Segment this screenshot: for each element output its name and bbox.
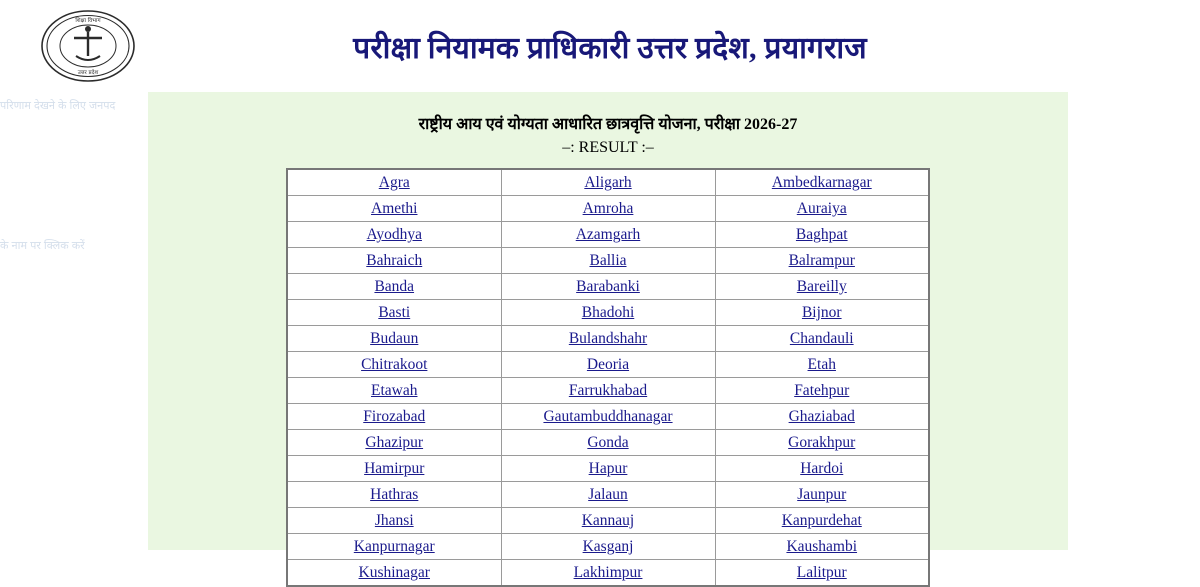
page-header bbox=[0, 0, 1200, 92]
district-cell bbox=[715, 456, 929, 482]
district-cell bbox=[501, 430, 715, 456]
district-cell bbox=[715, 196, 929, 222]
result-heading: –: RESULT :– bbox=[562, 138, 654, 156]
district-cell bbox=[287, 378, 501, 404]
district-cell bbox=[287, 482, 501, 508]
district-link[interactable]: Kannauj bbox=[581, 511, 635, 529]
district-cell bbox=[715, 560, 929, 587]
district-link[interactable]: Bijnor bbox=[801, 303, 842, 321]
district-cell bbox=[715, 222, 929, 248]
table-row bbox=[287, 482, 929, 508]
district-link[interactable]: Kanpurnagar bbox=[353, 537, 435, 555]
district-link[interactable]: Hamirpur bbox=[364, 459, 425, 477]
district-cell bbox=[501, 352, 715, 378]
district-link[interactable]: Gonda bbox=[587, 433, 629, 451]
district-cell bbox=[287, 300, 501, 326]
district-link[interactable]: Agra bbox=[378, 173, 410, 191]
table-row bbox=[287, 508, 929, 534]
table-row bbox=[287, 326, 929, 352]
svg-text:उत्तर प्रदेश: उत्तर प्रदेश bbox=[77, 70, 99, 76]
district-link[interactable]: Kaushambi bbox=[786, 537, 858, 555]
district-cell bbox=[501, 456, 715, 482]
district-link[interactable]: Chandauli bbox=[789, 329, 854, 347]
district-cell bbox=[287, 560, 501, 587]
district-cell bbox=[501, 248, 715, 274]
district-link[interactable]: Azamgarh bbox=[575, 225, 641, 243]
district-cell bbox=[287, 534, 501, 560]
district-link[interactable]: Lakhimpur bbox=[573, 563, 643, 581]
district-link[interactable]: Bulandshahr bbox=[568, 329, 648, 347]
table-row bbox=[287, 404, 929, 430]
district-cell bbox=[715, 508, 929, 534]
table-row bbox=[287, 456, 929, 482]
background-text-line-2: के नाम पर क्लिक करें bbox=[0, 240, 85, 252]
background-text-line-1: परिणाम देखने के लिए जनपद bbox=[0, 100, 116, 112]
district-link[interactable]: Ghazipur bbox=[365, 433, 424, 451]
district-cell bbox=[287, 352, 501, 378]
district-cell bbox=[715, 482, 929, 508]
district-link[interactable]: Barabanki bbox=[576, 277, 640, 295]
district-link[interactable]: Bhadohi bbox=[581, 303, 635, 321]
table-row bbox=[287, 248, 929, 274]
district-cell bbox=[501, 378, 715, 404]
district-cell bbox=[501, 169, 715, 196]
district-link[interactable]: Basti bbox=[378, 303, 411, 321]
district-cell bbox=[715, 326, 929, 352]
district-cell bbox=[501, 404, 715, 430]
district-link[interactable]: Banda bbox=[374, 277, 415, 295]
district-link[interactable]: Amroha bbox=[582, 199, 634, 217]
district-link[interactable]: Deoria bbox=[586, 355, 630, 373]
district-cell bbox=[287, 222, 501, 248]
result-panel bbox=[148, 92, 1068, 581]
district-cell bbox=[715, 274, 929, 300]
district-link[interactable]: Ambedkarnagar bbox=[771, 173, 872, 191]
district-link[interactable]: Ayodhya bbox=[366, 225, 422, 243]
district-link[interactable]: Farrukhabad bbox=[568, 381, 648, 399]
table-row bbox=[287, 274, 929, 300]
page-title: परीक्षा नियामक प्राधिकारी उत्तर प्रदेश, प्रयागराज bbox=[353, 31, 867, 65]
district-cell bbox=[501, 560, 715, 587]
district-cell bbox=[715, 430, 929, 456]
district-cell bbox=[715, 534, 929, 560]
district-link[interactable]: Balrampur bbox=[788, 251, 855, 269]
district-link[interactable]: Amethi bbox=[371, 199, 418, 217]
district-link[interactable]: Budaun bbox=[370, 329, 419, 347]
district-link[interactable]: Hapur bbox=[588, 459, 628, 477]
district-link[interactable]: Aligarh bbox=[584, 173, 632, 191]
district-link[interactable]: Bahraich bbox=[366, 251, 423, 269]
district-table-wrap bbox=[286, 168, 930, 587]
district-cell bbox=[287, 248, 501, 274]
district-cell bbox=[501, 300, 715, 326]
district-link[interactable]: Auraiya bbox=[796, 199, 847, 217]
district-cell bbox=[287, 404, 501, 430]
district-cell bbox=[715, 352, 929, 378]
table-row bbox=[287, 534, 929, 560]
district-cell bbox=[287, 456, 501, 482]
table-row bbox=[287, 560, 929, 587]
district-cell bbox=[287, 274, 501, 300]
district-cell bbox=[715, 300, 929, 326]
district-link[interactable]: Gorakhpur bbox=[788, 433, 856, 451]
district-link[interactable]: Fatehpur bbox=[794, 381, 850, 399]
district-link[interactable]: Kushinagar bbox=[358, 563, 430, 581]
district-link[interactable]: Jhansi bbox=[374, 511, 414, 529]
district-links-table bbox=[286, 168, 930, 587]
district-link[interactable]: Bareilly bbox=[796, 277, 847, 295]
district-cell bbox=[715, 378, 929, 404]
district-cell bbox=[501, 534, 715, 560]
district-link[interactable]: Firozabad bbox=[363, 407, 426, 425]
district-cell bbox=[287, 169, 501, 196]
district-link[interactable]: Etah bbox=[807, 355, 836, 373]
table-row bbox=[287, 222, 929, 248]
district-link[interactable]: Hathras bbox=[370, 485, 419, 503]
district-link[interactable]: Etawah bbox=[371, 381, 418, 399]
district-cell bbox=[287, 430, 501, 456]
table-row bbox=[287, 430, 929, 456]
district-cell bbox=[715, 404, 929, 430]
district-cell bbox=[715, 169, 929, 196]
district-link[interactable]: Chitrakoot bbox=[361, 355, 428, 373]
district-cell bbox=[501, 482, 715, 508]
district-cell bbox=[501, 508, 715, 534]
table-row bbox=[287, 169, 929, 196]
district-link[interactable]: Kanpurdehat bbox=[781, 511, 862, 529]
district-cell bbox=[287, 196, 501, 222]
district-link[interactable]: Kasganj bbox=[582, 537, 634, 555]
table-row bbox=[287, 352, 929, 378]
district-cell bbox=[287, 508, 501, 534]
district-cell bbox=[501, 196, 715, 222]
table-row bbox=[287, 300, 929, 326]
table-row bbox=[287, 378, 929, 404]
scheme-heading: राष्ट्रीय आय एवं योग्यता आधारित छात्रवृत्ति योजना, परीक्षा 2026-27 bbox=[418, 116, 798, 133]
district-link[interactable]: Jalaun bbox=[588, 485, 628, 503]
district-link[interactable]: Ballia bbox=[589, 251, 627, 269]
svg-text:शिक्षा विभाग: शिक्षा विभाग bbox=[75, 18, 101, 24]
district-link[interactable]: Hardoi bbox=[800, 459, 844, 477]
table-row bbox=[287, 196, 929, 222]
education-department-emblem-icon bbox=[36, 8, 140, 84]
district-cell bbox=[287, 326, 501, 352]
district-cell bbox=[501, 274, 715, 300]
district-link[interactable]: Ghaziabad bbox=[788, 407, 855, 425]
district-link[interactable]: Gautambuddhanagar bbox=[543, 407, 673, 425]
district-cell bbox=[501, 326, 715, 352]
district-cell bbox=[715, 248, 929, 274]
district-link[interactable]: Baghpat bbox=[795, 225, 848, 243]
district-cell bbox=[501, 222, 715, 248]
district-link[interactable]: Jaunpur bbox=[797, 485, 847, 503]
district-link[interactable]: Lalitpur bbox=[796, 563, 847, 581]
